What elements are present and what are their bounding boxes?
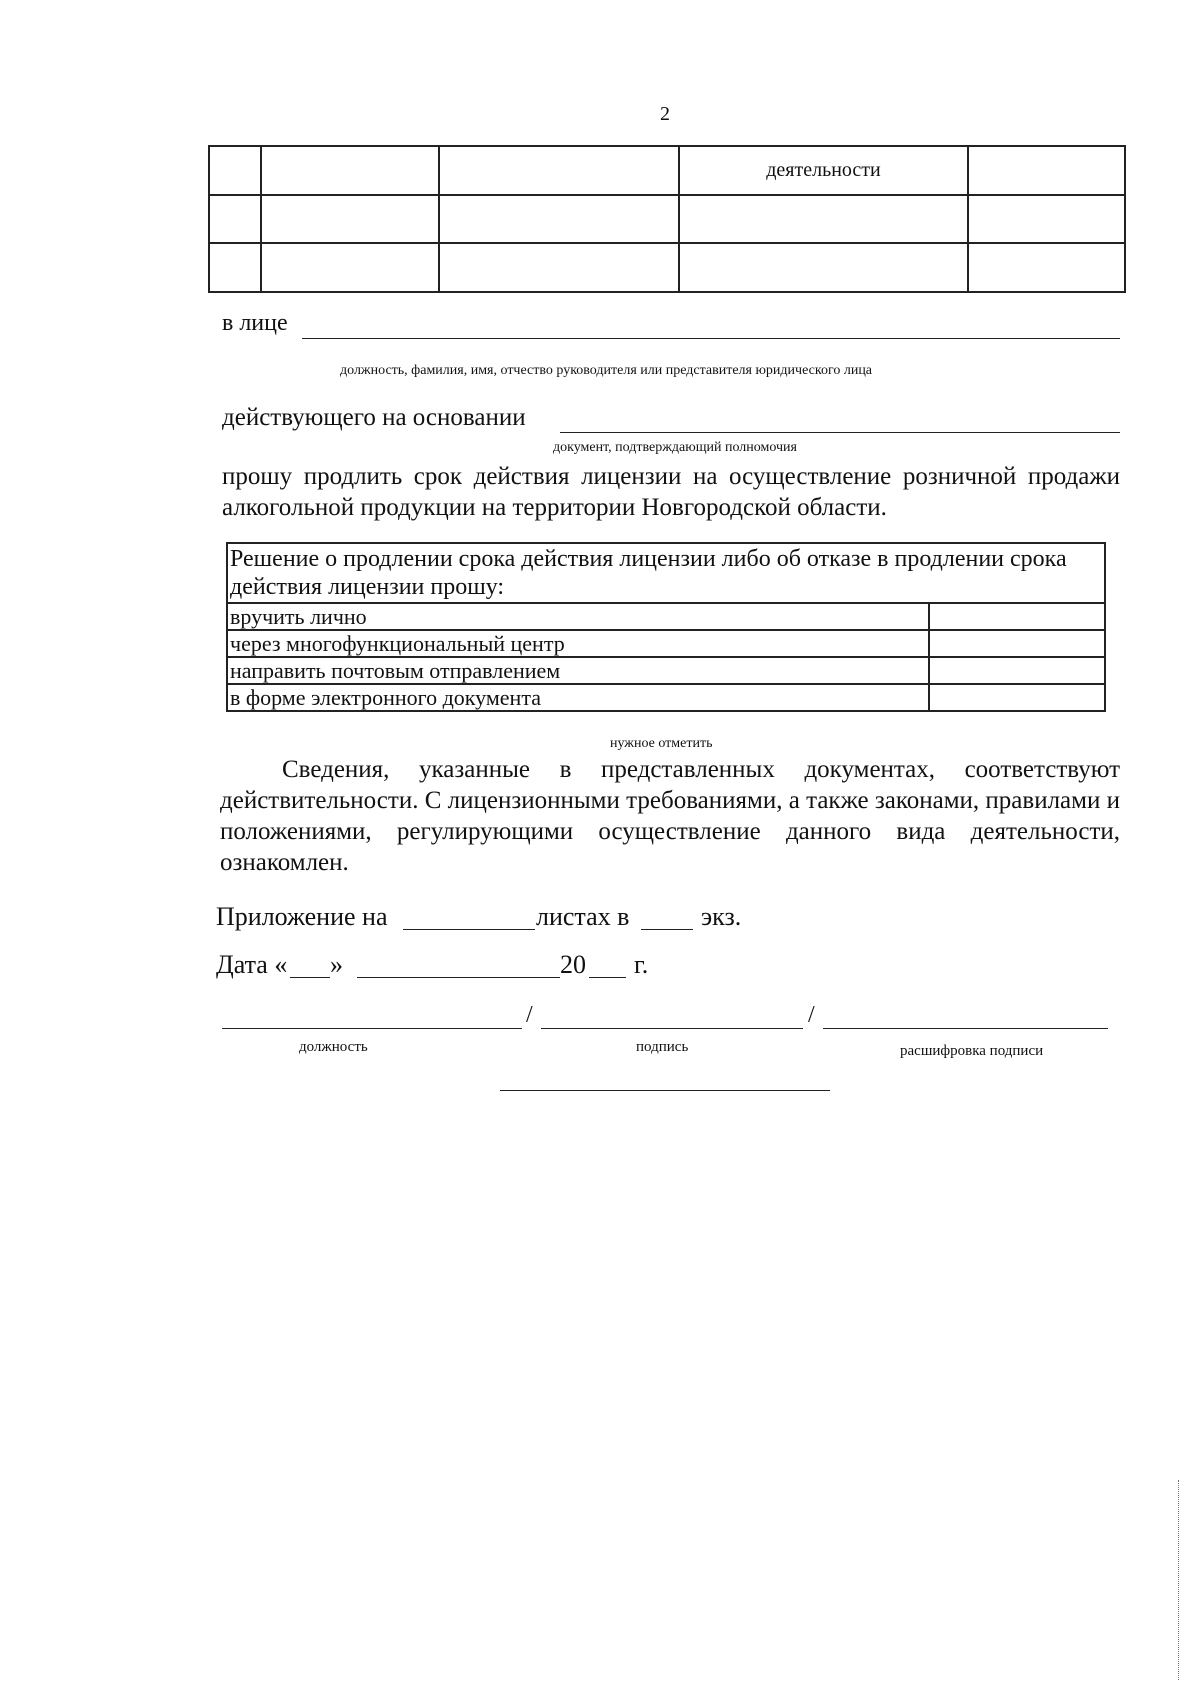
signature-separator: / [808, 1002, 815, 1028]
attachment-middle: листах в [536, 902, 630, 931]
signature-label: подпись [636, 1039, 689, 1055]
statement-paragraph: Сведения, указанные в представленных документах, соответствуют действительности. С лицензионными требованиями, а также законами, правилами и положениями, регулирующими осуществление данного вида деятельности, ознакомлен. [220, 756, 1120, 876]
table-row [209, 195, 1125, 244]
table-row [227, 630, 1105, 657]
top-table [208, 145, 1126, 293]
delivery-option-label: вручить лично [227, 603, 929, 630]
request-paragraph: прошу продлить срок действия лицензии на осуществление розничной продажи алкогольной продукции на территории Новгородской области. [222, 463, 1120, 521]
signature-separator: / [526, 1002, 533, 1028]
date-prefix: Дата « [216, 950, 288, 979]
table-row [227, 543, 1105, 603]
date-month-field[interactable] [357, 977, 560, 978]
representative-field[interactable] [302, 338, 1120, 339]
delivery-table [226, 542, 1106, 712]
delivery-option-checkbox[interactable] [929, 630, 1105, 657]
table-cell [968, 243, 1125, 292]
table-cell [679, 195, 968, 244]
table-cell [261, 146, 439, 195]
scan-edge-mark [1178, 1480, 1179, 1680]
signature-field[interactable] [541, 1028, 803, 1029]
delivery-note: нужное отметить [610, 736, 713, 751]
attachment-prefix: Приложение на [216, 902, 388, 931]
table-cell [209, 146, 261, 195]
date-day-field[interactable] [290, 977, 330, 978]
delivery-option-label: направить почтовым отправлением [227, 657, 929, 684]
delivery-option-checkbox[interactable] [929, 684, 1105, 711]
table-cell [439, 146, 679, 195]
date-close-quote: » [330, 950, 343, 979]
table-cell [439, 195, 679, 244]
basis-caption: документ, подтверждающий полномочия [553, 440, 797, 455]
delivery-option-label: через многофункциональный центр [227, 630, 929, 657]
attachment-suffix: экз. [701, 902, 742, 931]
table-cell [439, 243, 679, 292]
decode-label: расшифровка подписи [900, 1043, 1044, 1059]
table-cell [968, 195, 1125, 244]
separator-line [500, 1090, 830, 1091]
page-number: 2 [660, 103, 670, 125]
delivery-option-checkbox[interactable] [929, 657, 1105, 684]
delivery-header: Решение о продлении срока действия лицензии либо об отказе в продлении срока действия лицензии прошу: [227, 543, 1105, 603]
delivery-option-checkbox[interactable] [929, 603, 1105, 630]
table-header-cell: деятельности [679, 146, 968, 195]
table-row [209, 146, 1125, 195]
attachment-sheets-field[interactable] [403, 929, 535, 930]
date-suffix: г. [634, 950, 649, 979]
representative-caption: должность, фамилия, имя, отчество руководителя или представителя юридического лица [340, 363, 873, 378]
date-year-prefix: 20 [560, 950, 586, 979]
delivery-option-label: в форме электронного документа [227, 684, 929, 711]
table-cell [261, 243, 439, 292]
table-row [227, 603, 1105, 630]
decode-field[interactable] [823, 1028, 1108, 1029]
position-field[interactable] [222, 1028, 522, 1029]
table-row [227, 684, 1105, 711]
table-cell [209, 195, 261, 244]
table-cell [261, 195, 439, 244]
table-cell [209, 243, 261, 292]
table-cell [679, 243, 968, 292]
table-cell [968, 146, 1125, 195]
position-label: должность [299, 1039, 368, 1055]
attachment-copies-field[interactable] [641, 929, 693, 930]
date-year-field[interactable] [589, 977, 626, 978]
basis-label: действующего на основании [222, 404, 526, 431]
table-row [227, 657, 1105, 684]
representative-label: в лице [222, 310, 288, 336]
basis-field[interactable] [560, 432, 1120, 433]
table-row [209, 243, 1125, 292]
